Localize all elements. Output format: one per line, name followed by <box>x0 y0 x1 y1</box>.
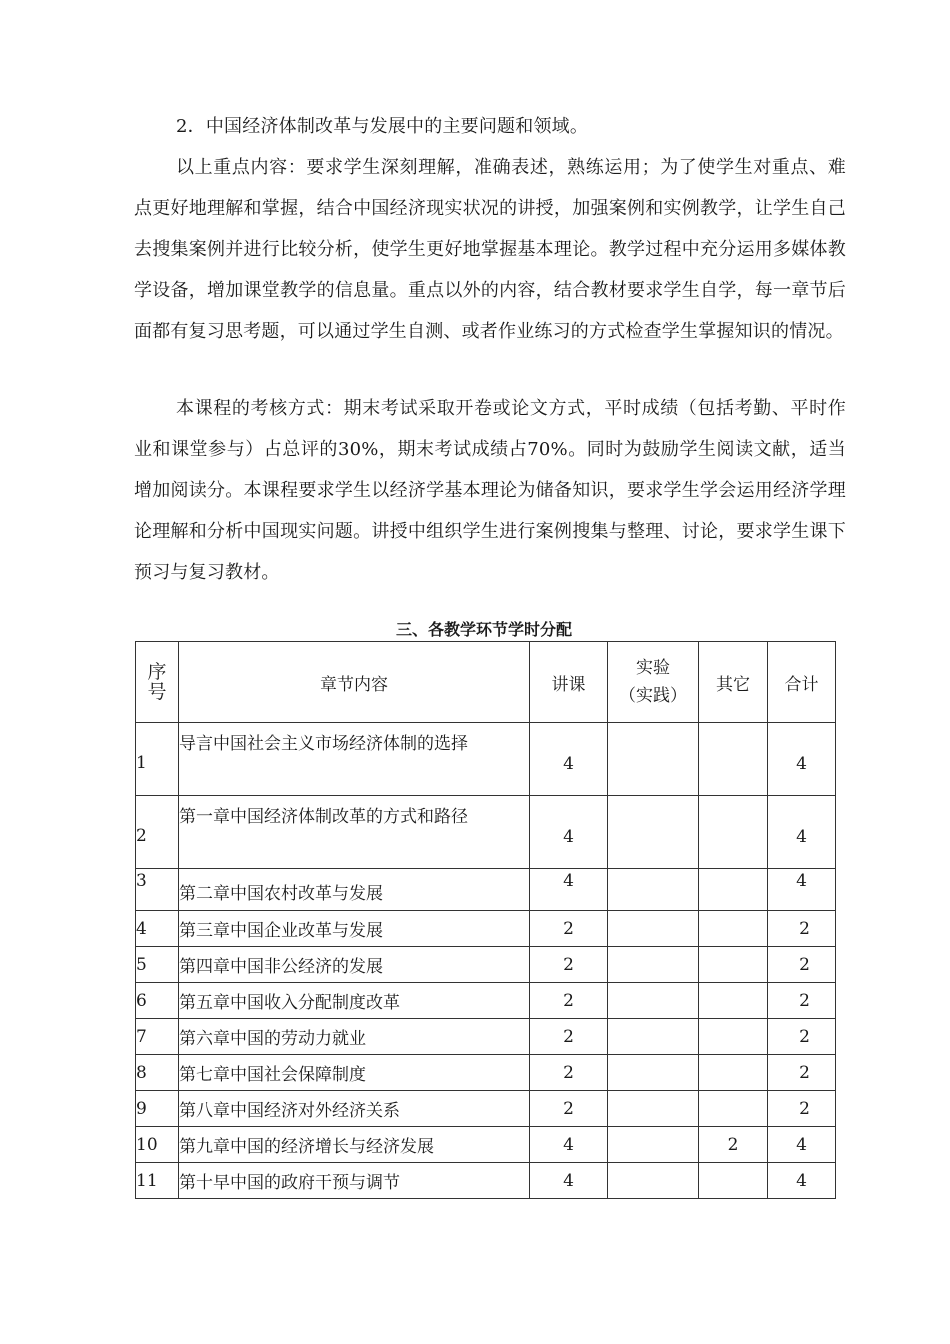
table-row: 1 导言中国社会主义市场经济体制的选择 4 4 <box>136 723 836 796</box>
table-row: 5 第四章中国非公经济的发展 2 2 <box>136 947 836 983</box>
table-row: 10 第九章中国的经济增长与经济发展 4 2 4 <box>136 1127 836 1163</box>
header-lab: 实验 （实践） <box>608 642 699 723</box>
header-total: 合计 <box>768 642 836 723</box>
paragraph-teaching-method: 以上重点内容：要求学生深刻理解，准确表述，熟练运用；为了使学生对重点、难点更好地理解和掌握，结合中国经济现实状况的讲授，加强案例和实例教学，让学生自己去搜集案例并进行比较分析，使学生更好地掌握基本理论。教学过程中充分运用多媒体教学设备，增加课堂教学的信息量。重点以外的内容，结合教材要求学生自学，每一章节后面都有复习思考题，可以通过学生自测、或者作业练习的方式检查学生掌握知识的情况。 <box>134 157 846 342</box>
table-row: 9 第八章中国经济对外经济关系 2 2 <box>136 1091 836 1127</box>
header-content: 章节内容 <box>179 642 530 723</box>
header-other: 其它 <box>699 642 768 723</box>
table-row: 8 第七章中国社会保障制度 2 2 <box>136 1055 836 1091</box>
table-header-row <box>136 642 836 723</box>
paragraph-assessment: 本课程的考核方式：期末考试采取开卷或论文方式，平时成绩（包括考勤、平时作业和课堂参与）占总评的30%，期末考试成绩占70%。同时为鼓励学生阅读文献，适当增加阅读分。本课程要求学生以经济学基本理论为储备知识，要求学生学会运用经济学理论理解和分析中国现实问题。讲授中组织学生进行案例搜集与整理、讨论，要求学生课下预习与复习教材。 <box>134 398 846 583</box>
table-row: 11 第十早中国的政府干预与调节 4 4 <box>136 1163 836 1199</box>
table-row: 3 第二章中国农村改革与发展 4 4 <box>136 869 836 911</box>
header-number: 序 号 <box>136 642 179 723</box>
section-title: 三、各教学环节学时分配 <box>395 620 572 639</box>
table-row: 4 第三章中国企业改革与发展 2 2 <box>136 911 836 947</box>
table-row: 7 第六章中国的劳动力就业 2 2 <box>136 1019 836 1055</box>
table-row: 2 第一章中国经济体制改革的方式和路径 4 4 <box>136 796 836 869</box>
table-row: 6 第五章中国收入分配制度改革 2 2 <box>136 983 836 1019</box>
paragraph-key-issues: 2．中国经济体制改革与发展中的主要问题和领域。 <box>176 116 589 137</box>
hours-allocation-table <box>135 641 836 1199</box>
header-lecture: 讲课 <box>530 642 608 723</box>
